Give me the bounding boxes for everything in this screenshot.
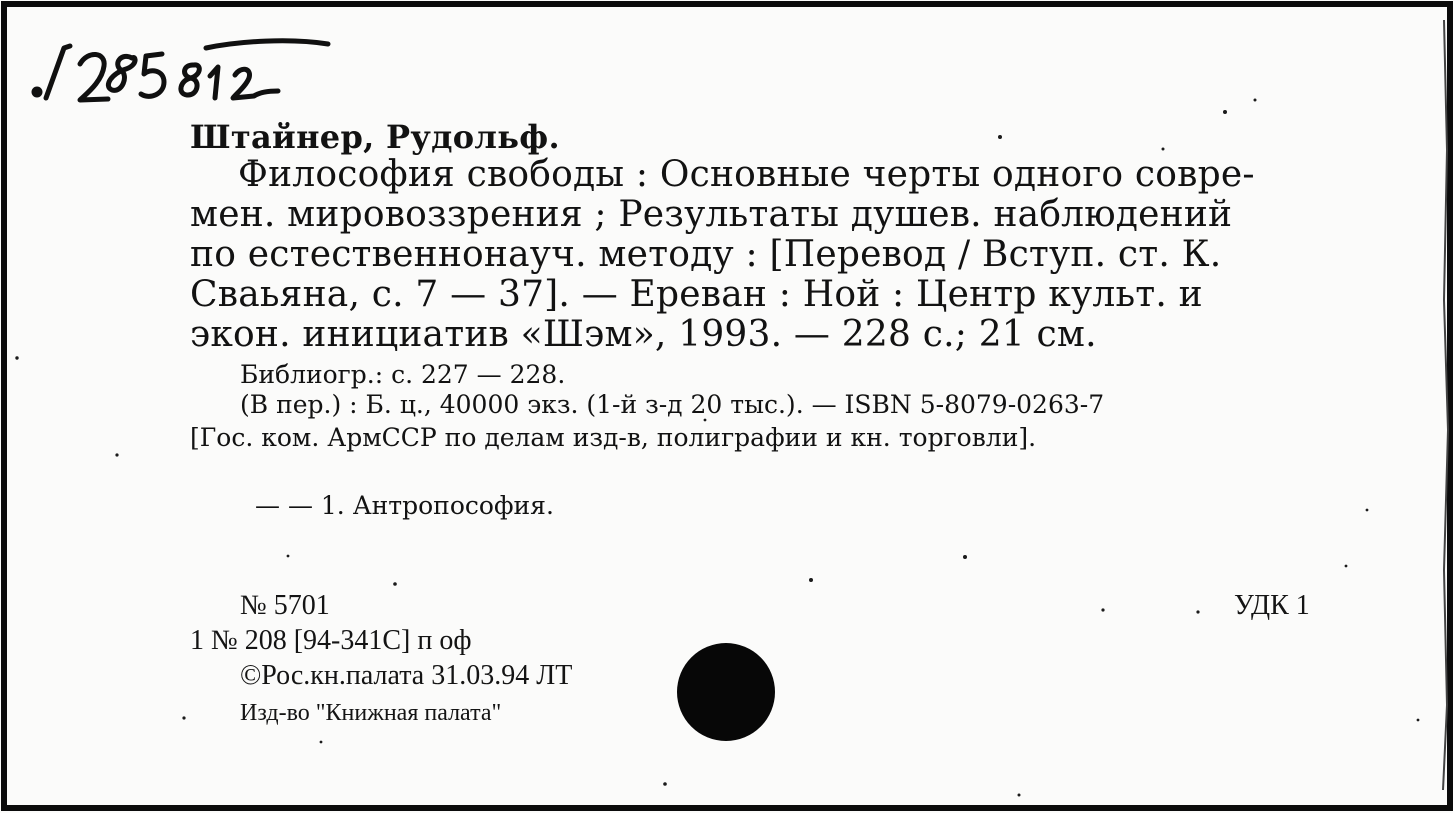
copyright-line: ©Рос.кн.палата 31.03.94 ЛТ <box>240 660 573 691</box>
title-line-1: Философия свободы : Основные черты одного совре- <box>238 154 1255 195</box>
order-number-line: 1 № 208 [94-341С] п оф <box>190 625 472 656</box>
binding-isbn-note: (В пер.) : Б. ц., 40000 экз. (1-й з-д 20 тыс.). — ISBN 5-8079-0263-7 <box>240 390 1105 419</box>
card-number: № 5701 <box>240 590 330 621</box>
handwritten-inventory-number <box>30 20 350 120</box>
imprint-line-2: экон. инициатив «Шэм», 1993. — 228 с.; 21 см. <box>190 314 1097 355</box>
bibliography-note: Библиогр.: с. 227 — 228. <box>240 360 566 389</box>
author-heading: Штайнер, Рудольф. <box>190 118 560 156</box>
subject-heading: — — 1. Антропософия. <box>255 491 554 520</box>
punch-hole <box>677 643 775 741</box>
title-line-3: по естественнонауч. методу : [Перевод / Вступ. ст. К. <box>190 234 1222 275</box>
title-line-2: мен. мировоззрения ; Результаты душев. наблюдений <box>190 194 1233 235</box>
publisher-line: Изд-во "Книжная палата" <box>240 700 502 726</box>
imprint-line-1: Сваьяна, с. 7 — 37]. — Ереван : Ной : Центр культ. и <box>190 274 1203 315</box>
udk-code: УДК 1 <box>1234 590 1310 621</box>
publisher-org-note: [Гос. ком. АрмССР по делам изд-в, полиграфии и кн. торговли]. <box>190 423 1037 452</box>
